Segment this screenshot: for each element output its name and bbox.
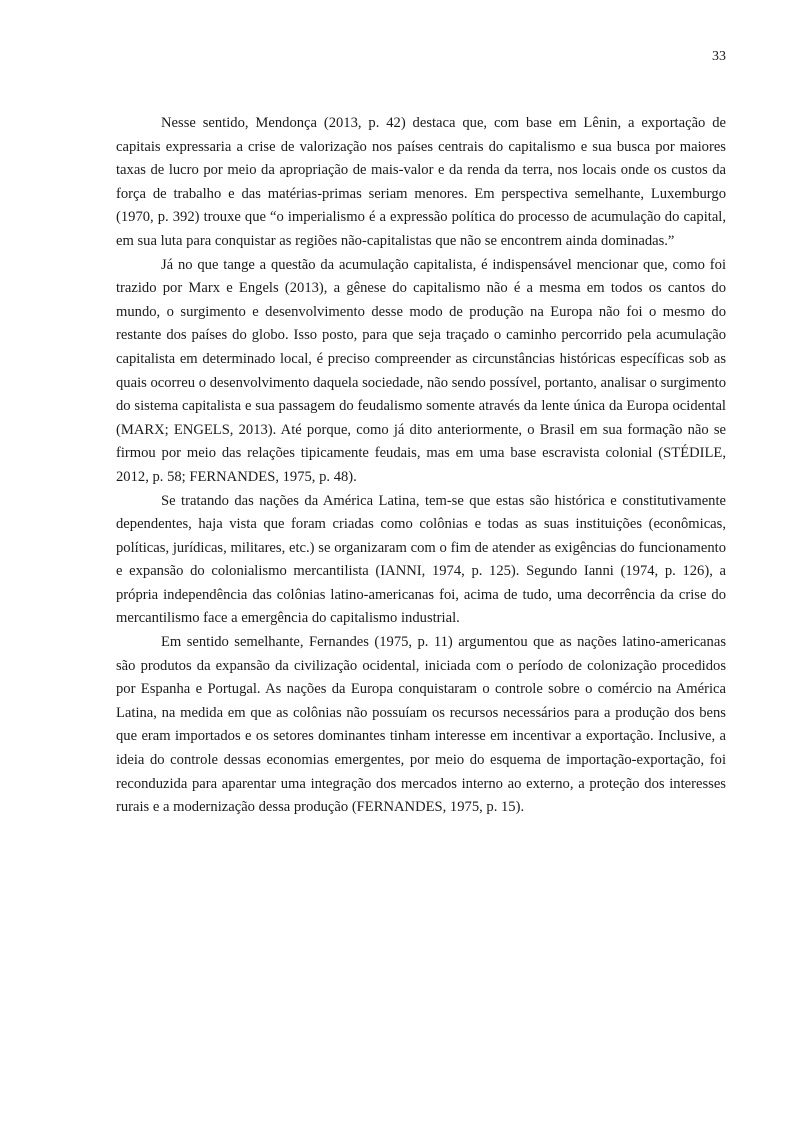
paragraph-america-latina: Se tratando das nações da América Latina, tem-se que estas são histórica e constitutivamente dependentes, haja vista que foram criadas como colônias e todas as suas instituições (econômicas, políticas, jurídicas, militares, etc.) se organizaram com o fim de atender as exigências do funcionamento e expansão do colonialismo mercantilista (IANNI, 1974, p. 125). Segundo Ianni (1974, p. 126), a própria independência das colônias latino-americanas foi, acima de tudo, uma decorrência da crise do mercantilismo face a emergência do capitalismo industrial. — [116, 492, 726, 627]
paragraph-acumulacao-capitalista: Já no que tange a questão da acumulação capitalista, é indispensável mencionar que, como foi trazido por Marx e Engels (2013), a gênese do capitalismo não é a mesma em todos os cantos do mundo, o surgimento e desenvolvimento desse modo de produção na Europa não foi o mesmo do restante dos países do globo. Isso posto, para que seja traçado o caminho percorrido pela acumulação capitalista em determinado local, é preciso compreender as circunstâncias históricas específicas sob as quais ocorreu o desenvolvimento daquela sociedade, não sendo possível, portanto, analisar o surgimento do sistema capitalista e sua passagem do feudalismo somente através da lente única da Europa ocidental (MARX; ENGELS, 2013). Até porque, como já dito anteriormente, o Brasil em sua formação não se firmou por meio das relações tipicamente feudais, mas em uma base escravista colonial (STÉDILE, 2012, p. 58; FERNANDES, 1975, p. 48). — [116, 256, 726, 485]
paragraph-fernandes: Em sentido semelhante, Fernandes (1975, p. 11) argumentou que as nações latino-americanas são produtos da expansão da civilização ocidental, iniciada com o período de colonização procedidos por Espanha e Portugal. As nações da Europa conquistaram o controle sobre o comércio na América Latina, na medida em que as colônias não possuíam os recursos necessários para a produção dos bens que eram importados e os setores dominantes tinham interesse em incentivar a exportação. Inclusive, a ideia do controle dessas economias emergentes, por meio do esquema de importação-exportação, foi reconduzida para aparentar uma integração dos mercados interno ao externo, a proteção dos interesses rurais e a modernização dessa produção (FERNANDES, 1975, p. 15). — [116, 634, 726, 816]
page-number: 33 — [712, 49, 726, 64]
body-text — [116, 112, 726, 820]
paragraph-mendonca-luxemburgo: Nesse sentido, Mendonça (2013, p. 42) destaca que, com base em Lênin, a exportação de capitais expressaria a crise de valorização nos países centrais do capitalismo e sua busca por maiores taxas de lucro por meio da apropriação de mais-valor e da renda da terra, nos locais onde os custos da força de trabalho e das matérias-primas seriam menores. Em perspectiva semelhante, Luxemburgo (1970, p. 392) trouxe que “o imperialismo é a expressão política do processo de acumulação do capital, em sua luta para conquistar as regiões não-capitalistas que não se encontrem ainda dominadas.” — [116, 115, 726, 249]
